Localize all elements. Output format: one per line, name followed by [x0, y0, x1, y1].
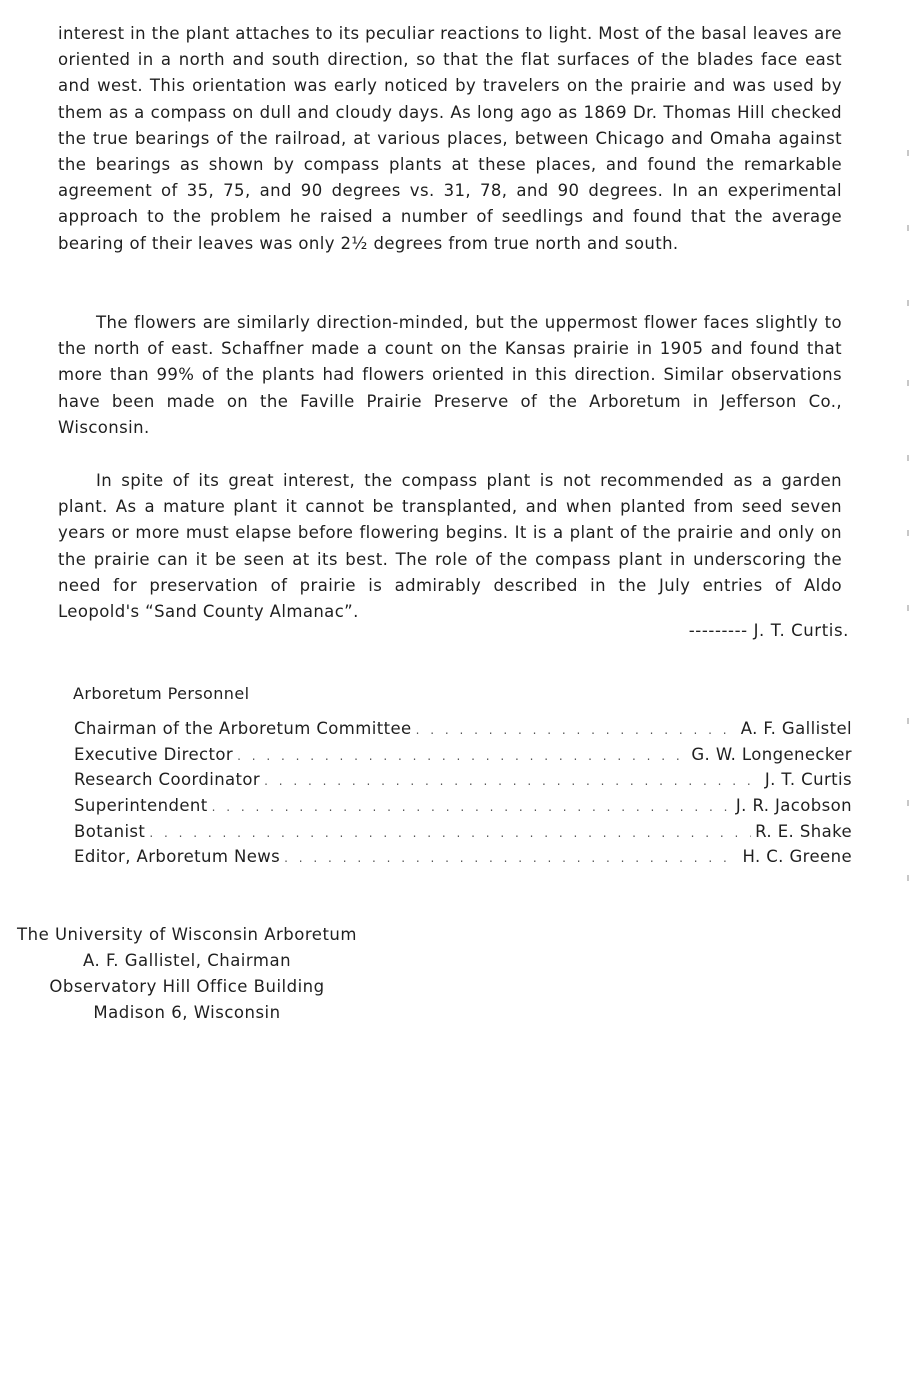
- personnel-row-editor: [74, 847, 852, 873]
- personnel-name: J. T. Curtis: [764, 770, 852, 790]
- dot-leader: [212, 800, 732, 814]
- scan-speck: [907, 605, 909, 611]
- scan-speck: [907, 800, 909, 806]
- scan-speck: [907, 225, 909, 231]
- address-line-building: Observatory Hill Office Building: [49, 977, 325, 996]
- scan-speck: [907, 455, 909, 461]
- scan-speck: [907, 150, 909, 156]
- mailing-address: [0, 922, 374, 1026]
- address-line-institution: The University of Wisconsin Arboretum: [17, 925, 357, 944]
- article-signature: --------- J. T. Curtis.: [688, 621, 849, 640]
- personnel-name: H. C. Greene: [742, 847, 852, 867]
- scan-speck: [907, 380, 909, 386]
- dot-leader: [416, 723, 737, 737]
- personnel-row-chairman: [74, 719, 852, 745]
- address-line-city: Madison 6, Wisconsin: [93, 1003, 281, 1022]
- personnel-name: A. F. Gallistel: [740, 719, 852, 738]
- personnel-row-research-coordinator: [74, 770, 852, 796]
- personnel-list: [74, 719, 852, 873]
- dot-leader: [237, 749, 687, 763]
- personnel-role: Botanist: [74, 821, 146, 841]
- paragraph-compass-orientation: interest in the plant attaches to its peculiar reactions to light. Most of the basal leaves are oriented in a north and south direction, so that the flat surfaces of the blades face east and west. This orientation was early noticed by travelers on the prairie and was used by them as a compass on dull and cloudy days. As long ago as 1869 Dr. Thomas Hill checked the true bearings of the railroad, at various places, between Chicago and Omaha against the bearings as shown by compass plants at these places, and found the remarkable agreement of 35, 75, and 90 degrees vs. 31, 78, and 90 degrees. In an experimental approach to the problem he raised a number of seedlings and found that the average bearing of their leaves was only 2½ degrees from true north and south.: [58, 24, 842, 253]
- personnel-role: Executive Director: [74, 744, 234, 764]
- scan-speck: [907, 718, 909, 724]
- personnel-row-superintendent: [74, 796, 852, 822]
- dot-leader: [264, 774, 761, 788]
- personnel-role: Editor, Arboretum News: [74, 847, 281, 867]
- scan-speck: [907, 875, 909, 881]
- paragraph-flower-direction: The flowers are similarly direction-minded, but the uppermost flower faces slightly to the north of east. Schaffner made a count on the Kansas prairie in 1905 and found that more than 99% of the plants had flowers oriented in this direction. Similar observations have been made on the Faville Prairie Preserve of the Arboretum in Jefferson Co., Wisconsin.: [58, 313, 842, 437]
- personnel-row-botanist: [74, 822, 852, 848]
- paragraph-garden-recommendation: In spite of its great interest, the compass plant is not recommended as a garden plant. As a mature plant it cannot be transplanted, and when planted from seed seven years or more must elapse before flowering begins. It is a plant of the prairie and only on the prairie can it be seen at its best. The role of the compass plant in underscoring the need for preservation of prairie is admirably described in the July entries of Aldo Leopold's “Sand County Almanac”.: [58, 471, 842, 622]
- personnel-role: Chairman of the Arboretum Committee: [74, 719, 412, 738]
- personnel-name: J. R. Jacobson: [735, 796, 852, 816]
- address-line-chairman: A. F. Gallistel, Chairman: [82, 951, 292, 970]
- personnel-role: Superintendent: [74, 796, 208, 816]
- personnel-role: Research Coordinator: [74, 770, 261, 790]
- personnel-name: G. W. Longenecker: [691, 744, 852, 764]
- personnel-heading: Arboretum Personnel: [73, 684, 250, 703]
- personnel-name: R. E. Shake: [755, 821, 852, 841]
- scan-speck: [907, 530, 909, 536]
- scan-speck: [907, 300, 909, 306]
- dot-leader: [284, 851, 738, 865]
- dot-leader: [149, 826, 751, 840]
- personnel-row-executive-director: [74, 745, 852, 771]
